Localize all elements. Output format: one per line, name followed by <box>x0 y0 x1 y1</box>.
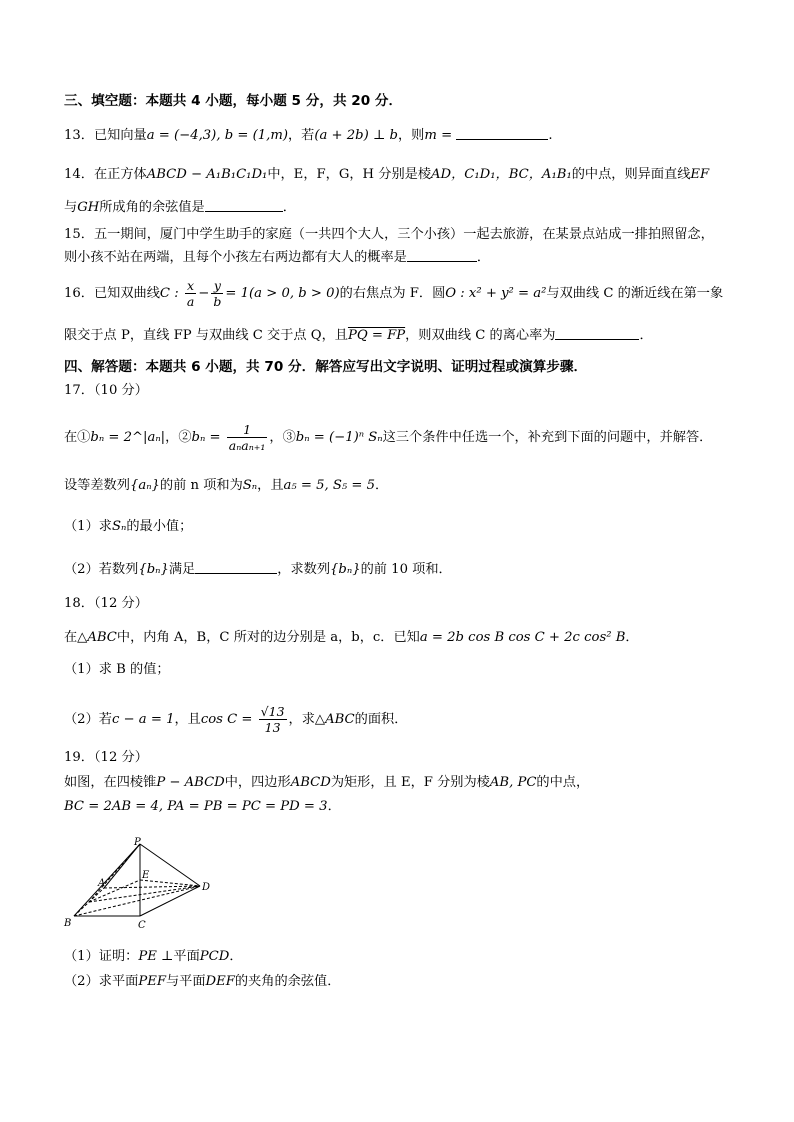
pyramid-figure <box>60 836 230 932</box>
q19-text4: 的中点， <box>536 775 590 790</box>
q18-p2-text2: ，且 <box>174 712 201 727</box>
edge-pb <box>74 844 140 916</box>
q17-p2-bn2: {bₙ} <box>330 562 361 577</box>
q18-text: 在△ <box>64 630 88 645</box>
q19-p1-end: ． <box>229 949 243 964</box>
answer-blank[interactable] <box>456 126 548 140</box>
q19-p2-plane2: DEF <box>205 974 235 989</box>
question-18-part2 <box>64 704 407 735</box>
q16-equation: = 1(a > 0, b > 0) <box>225 286 340 301</box>
question-18-header: 18．（12 分） <box>64 596 148 611</box>
question-16-line1 <box>64 278 723 309</box>
q19-p2-text2: 与平面 <box>165 974 206 989</box>
q17-text: 在① <box>64 430 91 445</box>
question-19-line2 <box>64 797 341 817</box>
q19-p1-plane: PCD <box>199 949 230 964</box>
question-19-part1 <box>64 947 243 967</box>
q15-text: 五一期间，厦门中学生助手的家庭（一共四个大人，三个小孩）一起去旅游，在某景点站成一排拍照留念， <box>93 227 714 242</box>
q14-edges: AD，C₁D₁，BC，A₁B₁ <box>431 167 572 182</box>
q17-fraction: $\frac{1}{\text{aₙaₙ₊₁}}$ <box>228 422 266 453</box>
answer-blank[interactable] <box>195 560 277 574</box>
q19-p2-plane1: PEF <box>138 974 166 989</box>
question-15-line1 <box>64 225 714 245</box>
q16-end: ． <box>639 328 653 343</box>
q17-seq-a: {aₙ} <box>129 478 160 493</box>
segment-pe <box>89 844 140 902</box>
q17-sn: Sₙ <box>242 478 258 493</box>
q19-p1-pe: PE ⊥ <box>138 949 174 964</box>
question-13 <box>64 126 553 146</box>
q18-p2-cond: c − a = 1 <box>111 712 175 727</box>
label-p: P <box>134 837 141 848</box>
q14-number: 14． <box>64 167 94 182</box>
q16-number: 16． <box>64 286 94 301</box>
q19-p1-text2: 平面 <box>173 949 200 964</box>
q16-fraction-x: $\frac{x}{a}$ <box>186 278 195 309</box>
q17-p1-sn: Sₙ <box>111 519 127 534</box>
q16-text2: 的右焦点为 F．圆 <box>339 286 446 301</box>
question-15-line2 <box>64 248 490 268</box>
q14-text2: 中，E，F，G，H 分别是棱 <box>267 167 432 182</box>
edge-pa <box>104 844 140 888</box>
question-18-statement <box>64 628 639 648</box>
q17-text3: ，③ <box>269 430 296 445</box>
condition-3: bₙ = (−1)ⁿ Sₙ <box>295 430 383 445</box>
q18-equation: a = 2b cos B cos C + 2c cos² B <box>419 630 626 645</box>
q19-end: ． <box>327 799 341 814</box>
q19-rect: ABCD <box>290 775 331 790</box>
answer-blank[interactable] <box>407 248 477 262</box>
q17-p1-text2: 的最小值； <box>126 519 193 534</box>
q17-p2-text: （2）若数列 <box>64 562 139 577</box>
answer-blank[interactable] <box>555 326 639 340</box>
q16-text3: 与双曲线 C 的渐近线在第一象 <box>546 286 724 301</box>
q13-text: 已知向量 <box>93 128 147 143</box>
q18-fraction: $\frac{√13}{13}$ <box>260 704 285 735</box>
q14-cube: ABCD − A₁B₁C₁D₁ <box>146 167 268 182</box>
q19-lengths: BC = 2AB = 4, PA = PB = PC = PD = 3 <box>64 799 328 814</box>
q17-setup-text: 设等差数列 <box>64 478 130 493</box>
question-17-setup <box>64 476 388 496</box>
label-e: E <box>142 870 150 881</box>
q17-p2-text4: 的前 10 项和． <box>360 562 452 577</box>
q17-p2-text2: 满足 <box>168 562 196 577</box>
q16-text4: 限交于点 P，直线 FP 与双曲线 C 交于点 Q，且 <box>64 328 348 343</box>
q18-p2-tri: ABC <box>325 712 355 727</box>
question-17-header: 17．（10 分） <box>64 383 148 398</box>
q17-setup-text2: 的前 n 项和为 <box>159 478 243 493</box>
q13-text3: ，则 <box>398 128 425 143</box>
q18-p2-text3: ，求△ <box>288 712 326 727</box>
q17-setup-end: ． <box>375 478 389 493</box>
label-d: D <box>202 882 211 893</box>
q18-text2: 中，内角 A，B，C 所对的边分别是 a，b，c．已知 <box>116 630 420 645</box>
question-14-line1 <box>64 165 709 185</box>
q14-gh: GH <box>77 200 100 215</box>
q14-text5: 所成角的余弦值是 <box>99 200 205 215</box>
q18-triangle: ABC <box>87 630 117 645</box>
q15-text2: 则小孩不站在两端，且每个小孩左右两边都有大人的概率是 <box>64 250 407 265</box>
q13-text2: ，若 <box>287 128 315 143</box>
condition-1: bₙ = 2^|aₙ| <box>90 430 166 445</box>
question-16-line2 <box>64 326 653 346</box>
q15-end: ． <box>476 250 491 265</box>
q14-end: ． <box>282 200 296 215</box>
q16-vectors: PQ = FP <box>347 328 406 343</box>
section-3-heading: 三、填空题：本题共 4 小题，每小题 5 分，共 20 分． <box>64 93 403 109</box>
question-19-part2 <box>64 972 340 992</box>
q18-p2-cos: cos C = <box>200 712 253 727</box>
q14-text4: 与 <box>64 200 78 215</box>
section-4-heading: 四、解答题：本题共 6 小题，共 70 分．解答应写出文字说明、证明过程或演算步骤． <box>64 359 588 375</box>
label-a: A <box>98 878 106 889</box>
label-b: B <box>64 918 72 929</box>
q19-text3: 为矩形，且 E，F 分别为棱 <box>330 775 490 790</box>
q18-p2-text4: 的面积． <box>354 712 408 727</box>
q13-number: 13． <box>64 128 94 143</box>
q19-text: 如图，在四棱锥 <box>64 775 157 790</box>
question-19-header: 19．（12 分） <box>64 750 148 765</box>
q13-condition: (a + 2b) ⊥ b <box>314 128 398 143</box>
q17-given: a₅ = 5, S₅ = 5 <box>283 478 376 493</box>
question-17-conditions <box>64 422 712 453</box>
q19-p1-text: （1）证明： <box>64 949 139 964</box>
q19-text2: 中，四边形 <box>224 775 291 790</box>
q14-text: 在正方体 <box>93 167 147 182</box>
q19-pyramid: P − ABCD <box>156 775 225 790</box>
question-14-line2 <box>64 198 296 218</box>
q14-text3: 的中点，则异面直线 <box>571 167 691 182</box>
q19-p2-text: （2）求平面 <box>64 974 139 989</box>
q14-ef: EF <box>690 167 710 182</box>
q19-edges: AB, PC <box>489 775 537 790</box>
q13-m: m = <box>424 128 453 143</box>
question-18-part1: （1）求 B 的值； <box>64 662 170 677</box>
q16-text5: ，则双曲线 C 的离心率为 <box>405 328 556 343</box>
q16-c: C : <box>159 286 179 301</box>
q13-vectors: a = (−4,3), b = (1,m) <box>146 128 288 143</box>
segment-bd <box>74 886 200 916</box>
q17-text4: 这三个条件中任选一个，补充到下面的问题中，并解答． <box>382 430 713 445</box>
q18-p2-text: （2）若 <box>64 712 112 727</box>
q13-end: . <box>548 128 553 143</box>
question-17-part2 <box>64 560 452 580</box>
answer-blank[interactable] <box>205 198 283 212</box>
q16-circle: O : x² + y² = a² <box>445 286 547 301</box>
q17-text2: ，② <box>165 430 192 445</box>
q15-number: 15． <box>64 227 94 242</box>
question-17-part1 <box>64 517 192 537</box>
q17-p2-bn: {bₙ} <box>138 562 169 577</box>
q16-fraction-y: $\frac{y}{b}$ <box>213 278 222 309</box>
q17-p2-text3: ，求数列 <box>277 562 331 577</box>
question-19-line1 <box>64 773 589 793</box>
label-c: C <box>138 920 146 931</box>
q17-setup-text3: ，且 <box>257 478 284 493</box>
q18-end: ． <box>625 630 639 645</box>
q17-p1-text: （1）求 <box>64 519 112 534</box>
q19-p2-text3: 的夹角的余弦值． <box>234 974 341 989</box>
condition-2: bₙ = <box>191 430 221 445</box>
q16-minus: − <box>198 286 210 301</box>
q16-text: 已知双曲线 <box>93 286 160 301</box>
